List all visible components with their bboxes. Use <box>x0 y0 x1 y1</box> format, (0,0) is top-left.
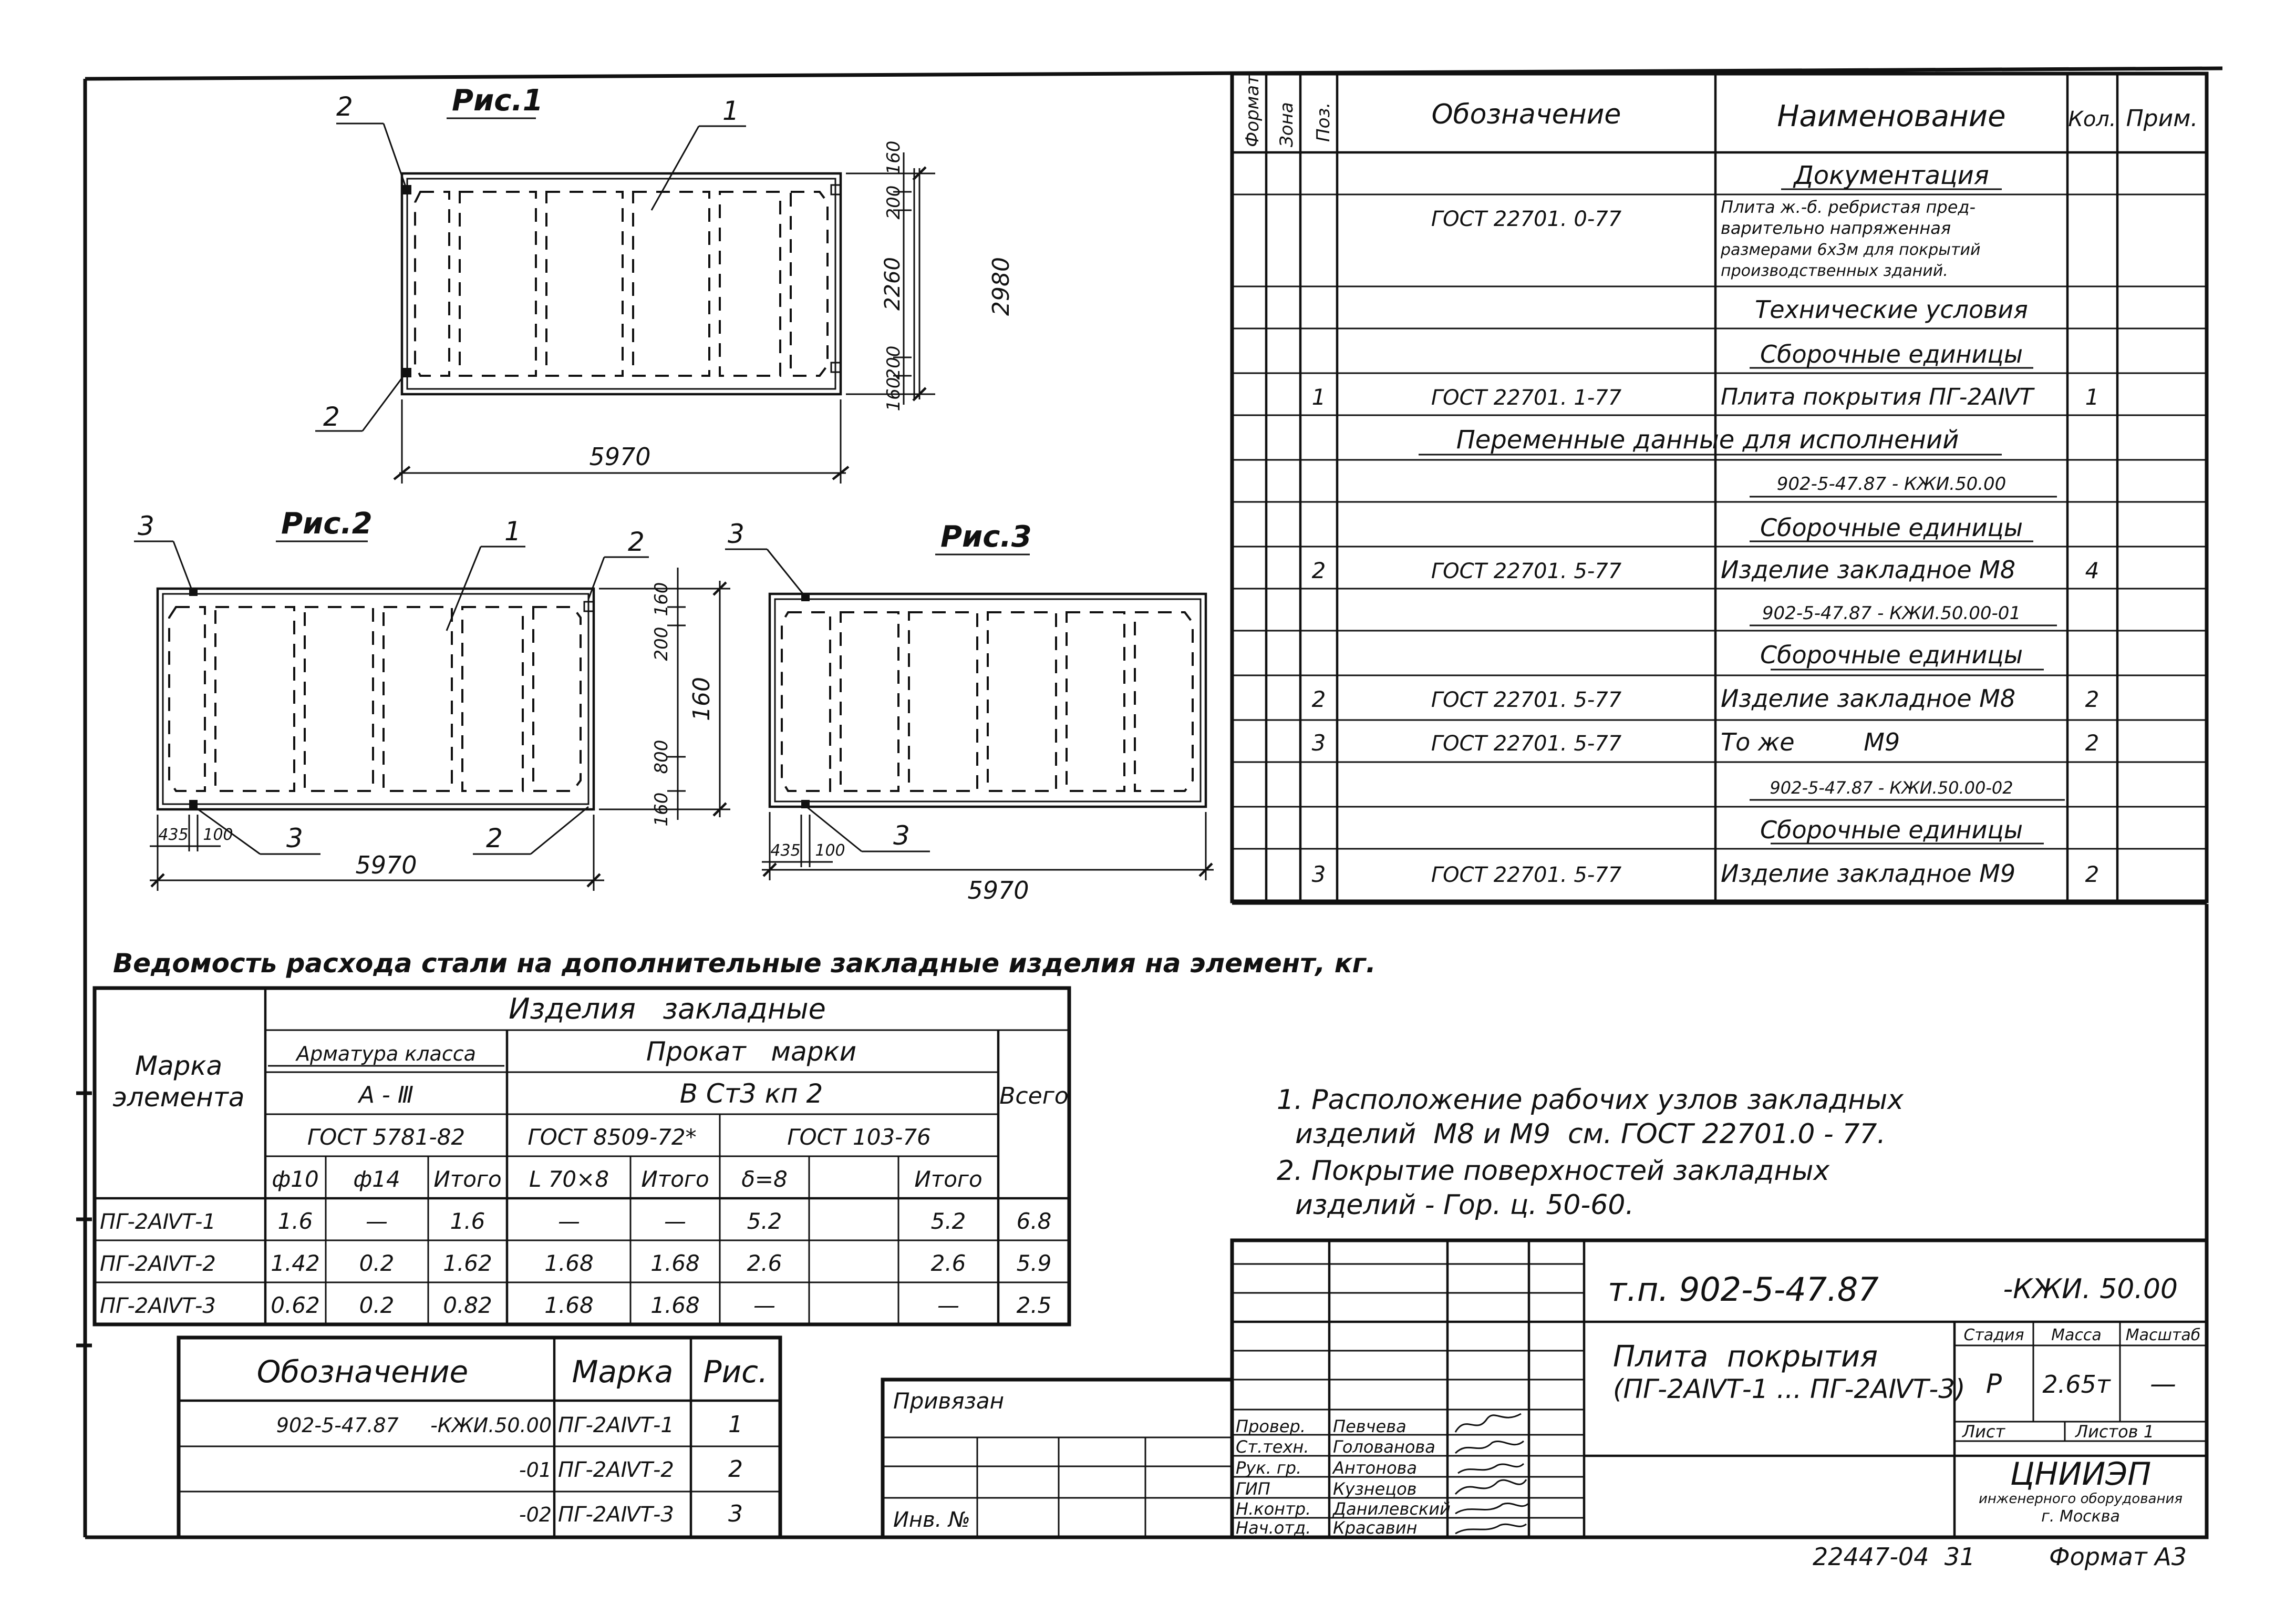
fig2-callout-1: 1 <box>504 516 521 547</box>
binding-label: Привязан <box>893 1388 1005 1414</box>
fig2-dim-r3: 800 <box>651 739 672 774</box>
tb-code: -КЖИ. 50.00 <box>2003 1273 2178 1305</box>
tb-scale-h: Масштаб <box>2125 1326 2201 1344</box>
spec-row8-qty: 4 <box>2085 558 2100 583</box>
variants-r1-fig: 2 <box>728 1456 743 1483</box>
steel-r2-c3: 1.68 <box>544 1292 594 1318</box>
spec-row9-name: 902-5-47.87 - КЖИ.50.00-01 <box>1762 603 2021 624</box>
steel-h-gost-c: ГОСТ 103-76 <box>787 1124 931 1150</box>
spec-row4-name: Плита покрытия ПГ-2АⅣТ <box>1721 384 2034 410</box>
steel-title: Ведомость расхода стали на дополнительные закладные изделия на элемент, кг. <box>113 948 1376 979</box>
steel-r0-c2: 1.6 <box>450 1208 485 1234</box>
spec-row12-pos: 3 <box>1311 730 1326 756</box>
steel-r0-c1: — <box>366 1208 388 1234</box>
spec-row8-designation: ГОСТ 22701. 5-77 <box>1431 559 1622 583</box>
fig3-title: Рис.3 <box>940 520 1032 554</box>
steel-r0-c4: — <box>664 1208 686 1234</box>
spec-row1-name-l3: размерами 6х3м для покрытий <box>1721 241 1981 259</box>
note-line-1: 1. Расположение рабочих узлов закладных <box>1277 1084 1904 1116</box>
fig2-dim-width: 5970 <box>355 851 417 879</box>
spec-row12-designation: ГОСТ 22701. 5-77 <box>1431 732 1622 756</box>
steel-r1-c4: 1.68 <box>650 1250 700 1276</box>
fig1-callout-2b: 2 <box>323 402 340 432</box>
tb-role-1: Ст.техн. <box>1236 1437 1309 1457</box>
fig1-dim-width: 5970 <box>589 443 651 471</box>
spec-row6-name: 902-5-47.87 - КЖИ.50.00 <box>1776 474 2007 495</box>
steel-h-rolled: Прокат марки <box>646 1036 857 1067</box>
spec-row1-designation: ГОСТ 22701. 0-77 <box>1431 207 1622 231</box>
variants-r2-designation: -02 <box>519 1503 552 1526</box>
title-block <box>1232 1240 2207 1538</box>
fig2-dim-b2: 100 <box>203 826 233 844</box>
steel-r1-c2: 1.62 <box>443 1250 492 1276</box>
tb-name-3: Кузнецов <box>1333 1479 1417 1499</box>
spec-row15-pos: 3 <box>1311 861 1326 887</box>
steel-r0-mark: ПГ-2АⅣТ-1 <box>100 1210 216 1234</box>
footer <box>1813 1543 2187 1571</box>
figure-3 <box>725 519 1214 904</box>
variants-table <box>179 1338 780 1537</box>
steel-h-mark-l2: элемента <box>112 1082 245 1113</box>
tb-stage: Р <box>1985 1369 2002 1399</box>
tb-role-2: Рук. гр. <box>1236 1458 1302 1478</box>
fig1-dim-height: 2980 <box>988 257 1015 316</box>
fig2-title: Рис.2 <box>281 507 373 541</box>
variants-r0-fig: 1 <box>728 1411 743 1438</box>
spec-row5-text: Переменные данные для исполнений <box>1456 425 1959 455</box>
fig3-callout-3a: 3 <box>728 519 744 549</box>
steel-r1-c5: 2.6 <box>747 1250 782 1276</box>
spec-row2-name: Технические условия <box>1755 295 2028 324</box>
steel-r0-c7: 5.2 <box>930 1208 966 1234</box>
steel-r2-c1: 0.2 <box>359 1292 395 1318</box>
note-line-2: изделий М8 и М9 см. ГОСТ 22701.0 - 77. <box>1295 1118 1886 1150</box>
steel-h-products: Изделия закладные <box>509 992 826 1025</box>
fig3-dim-b2: 100 <box>815 841 845 860</box>
variants-h-designation: Обозначение <box>256 1354 469 1390</box>
steel-r1-c1: 0.2 <box>359 1250 395 1276</box>
fig3-callout-3b: 3 <box>893 820 910 851</box>
steel-h-col3: L 70×8 <box>529 1166 609 1192</box>
fig3-ribs <box>782 612 1193 791</box>
steel-h-gost-b: ГОСТ 8509-72* <box>528 1124 697 1150</box>
tb-sheets-h: Листов 1 <box>2075 1422 2155 1442</box>
steel-r1-c7: 2.6 <box>930 1250 966 1276</box>
steel-r2-c4: 1.68 <box>650 1292 700 1318</box>
steel-h-rolled-grade: В Ст3 кп 2 <box>679 1078 823 1109</box>
spec-h-name: Наименование <box>1777 99 2006 133</box>
figure-1 <box>315 84 1015 484</box>
variants-r0-mark: ПГ-2АⅣТ-1 <box>558 1413 674 1437</box>
tb-name-5: Красавин <box>1333 1518 1418 1538</box>
spec-row11-designation: ГОСТ 22701. 5-77 <box>1431 688 1622 712</box>
spec-row11-qty: 2 <box>2085 686 2100 712</box>
spec-row1-name-l4: производственных зданий. <box>1721 262 1948 280</box>
tb-role-4: Н.контр. <box>1236 1499 1311 1519</box>
steel-h-col2: Итого <box>433 1166 502 1192</box>
spec-h-note: Прим. <box>2126 105 2198 132</box>
steel-r0-c5: 5.2 <box>747 1208 782 1234</box>
spec-row15-designation: ГОСТ 22701. 5-77 <box>1431 863 1622 887</box>
spec-row10-name: Сборочные единицы <box>1760 641 2023 669</box>
tb-name-4: Данилевский <box>1333 1499 1451 1519</box>
steel-r2-total: 2.5 <box>1016 1292 1052 1318</box>
tb-org-2: инженерного оборудования <box>1979 1491 2183 1507</box>
tb-role-3: ГИП <box>1236 1479 1270 1499</box>
tb-project: т.п. 902-5-47.87 <box>1608 1270 1879 1309</box>
steel-h-col5: δ=8 <box>741 1166 788 1192</box>
note-line-3: 2. Покрытие поверхностей закладных <box>1277 1155 1830 1187</box>
spec-row4-qty: 1 <box>2085 384 2100 410</box>
note-line-4: изделий - Гор. ц. 50-60. <box>1295 1189 1634 1221</box>
fig1-dim-r3: 2260 <box>881 257 905 311</box>
fig2-callout-2b: 2 <box>486 823 503 854</box>
signatures <box>1455 1414 1529 1534</box>
spec-row-lines <box>1232 194 2207 849</box>
spec-row11-name: Изделие закладное М8 <box>1721 684 2016 713</box>
tb-role-5: Нач.отд. <box>1236 1518 1311 1538</box>
fig2-callout-3b: 3 <box>286 823 303 854</box>
tb-name-2: (ПГ-2АⅣТ-1 ... ПГ-2АⅣТ-3) <box>1613 1374 1966 1404</box>
tb-name-1: Голованова <box>1333 1437 1435 1457</box>
steel-r2-c5: — <box>753 1292 775 1318</box>
spec-row3-name: Сборочные единицы <box>1760 340 2023 368</box>
figure-2 <box>134 507 730 891</box>
fig2-callout-2a: 2 <box>628 527 645 557</box>
tb-name-2: Антонова <box>1333 1458 1417 1478</box>
fig1-dim-r2: 160 <box>883 140 904 175</box>
fig1-dim-r1: 200 <box>883 185 904 220</box>
steel-h-rebar-class: А - Ⅲ <box>358 1082 414 1108</box>
tb-mass-h: Масса <box>2051 1326 2102 1344</box>
fig2-dim-r4: 160 <box>651 792 672 827</box>
variants-r2-fig: 3 <box>728 1500 743 1527</box>
fig3-dim-b1: 435 <box>770 841 801 860</box>
fig1-ribs <box>415 192 828 376</box>
tb-stage-h: Стадия <box>1963 1326 2024 1344</box>
spec-row7-name: Сборочные единицы <box>1760 513 2023 542</box>
steel-r2-c2: 0.82 <box>443 1292 492 1318</box>
spec-h-pos: Поз. <box>1313 102 1334 142</box>
steel-h-col1: ф14 <box>353 1166 400 1192</box>
tb-org-1: ЦНИИЭП <box>2010 1456 2152 1493</box>
variants-r1-designation: -01 <box>519 1458 552 1482</box>
tb-name-0: Певчева <box>1333 1416 1406 1436</box>
notes <box>1277 1084 1904 1221</box>
spec-row4-designation: ГОСТ 22701. 1-77 <box>1431 386 1622 410</box>
spec-row11-pos: 2 <box>1311 686 1326 712</box>
spec-h-qty: Кол. <box>2068 107 2116 131</box>
spec-row12-name: То же М9 <box>1721 728 1900 756</box>
fig2-ribs <box>169 607 581 791</box>
steel-r0-c3: — <box>558 1208 580 1234</box>
steel-r0-total: 6.8 <box>1016 1208 1052 1234</box>
steel-h-col0: ф10 <box>272 1166 319 1192</box>
steel-r1-c0: 1.42 <box>271 1250 320 1276</box>
tb-org-3: г. Москва <box>2041 1507 2120 1526</box>
fig1-callout-2a: 2 <box>336 91 353 122</box>
fig2-dim-r2: 200 <box>651 626 672 661</box>
tb-mass: 2.65т <box>2042 1370 2111 1399</box>
steel-h-rebar: Арматура класса <box>296 1042 476 1065</box>
fig2-dim-height: 160 <box>688 677 715 721</box>
steel-h-mark-l1: Марка <box>135 1051 223 1081</box>
fig1-dim-r5: 160 <box>883 377 904 412</box>
variants-r0-designation: 902-5-47.87 -КЖИ.50.00 <box>276 1414 552 1437</box>
tb-name-1: Плита покрытия <box>1613 1340 1878 1374</box>
steel-table <box>95 948 1376 1324</box>
binding-stamp <box>883 1380 1232 1537</box>
binding-inv: Инв. № <box>893 1508 970 1532</box>
spec-h-zone: Зона <box>1276 102 1297 147</box>
steel-r2-mark: ПГ-2АⅣТ-3 <box>100 1294 216 1318</box>
spec-row8-name: Изделие закладное М8 <box>1721 556 2016 584</box>
variants-h-fig: Рис. <box>703 1354 768 1390</box>
steel-r2-c0: 0.62 <box>271 1292 320 1318</box>
fig1-dim-r4: 200 <box>883 345 904 380</box>
fig2-dim-b1: 435 <box>158 826 189 844</box>
spec-row13-name: 902-5-47.87 - КЖИ.50.00-02 <box>1770 778 2013 798</box>
spec-row4-pos: 1 <box>1311 384 1326 410</box>
tb-sheet-h: Лист <box>1962 1422 2005 1442</box>
steel-r1-mark: ПГ-2АⅣТ-2 <box>100 1252 216 1276</box>
specification-table <box>1232 74 2207 901</box>
spec-h-format: Формат <box>1242 75 1263 147</box>
spec-row12-qty: 2 <box>2085 730 2100 756</box>
fig2-callout-3a: 3 <box>138 511 154 541</box>
steel-h-col4: Итого <box>641 1166 709 1192</box>
variants-r1-mark: ПГ-2АⅣТ-2 <box>558 1458 674 1482</box>
steel-h-total: Всего <box>999 1083 1069 1109</box>
tb-role-0: Провер. <box>1236 1416 1306 1436</box>
steel-h-gost-a: ГОСТ 5781-82 <box>307 1124 466 1150</box>
fig3-dim-width: 5970 <box>967 876 1029 904</box>
spec-row1-name-l2: варительно напряженная <box>1721 218 1951 238</box>
spec-row14-name: Сборочные единицы <box>1760 816 2023 844</box>
spec-row15-name: Изделие закладное М9 <box>1721 859 2016 888</box>
fig1-title: Рис.1 <box>452 84 543 118</box>
variants-r2-mark: ПГ-2АⅣТ-3 <box>558 1503 674 1527</box>
spec-h-designation: Обозначение <box>1431 99 1621 130</box>
sheet-frame <box>76 68 2222 1537</box>
variants-h-mark: Марка <box>572 1354 674 1390</box>
tb-scale: — <box>2150 1369 2176 1399</box>
spec-row8-pos: 2 <box>1311 558 1326 583</box>
steel-h-col7: Итого <box>914 1166 982 1192</box>
spec-row1-name-l1: Плита ж.-б. ребристая пред- <box>1721 197 1976 217</box>
footer-number: 22447-04 31 <box>1813 1543 1976 1571</box>
steel-r0-c0: 1.6 <box>277 1208 313 1234</box>
steel-r1-total: 5.9 <box>1016 1250 1052 1276</box>
steel-r1-c3: 1.68 <box>544 1250 594 1276</box>
steel-r2-c7: — <box>937 1292 959 1318</box>
fig2-dim-r1: 160 <box>651 582 672 616</box>
spec-row0-name: Документация <box>1794 161 1989 190</box>
fig1-callout-1: 1 <box>722 96 739 126</box>
spec-row15-qty: 2 <box>2085 861 2100 887</box>
footer-format: Формат А3 <box>2049 1543 2187 1571</box>
